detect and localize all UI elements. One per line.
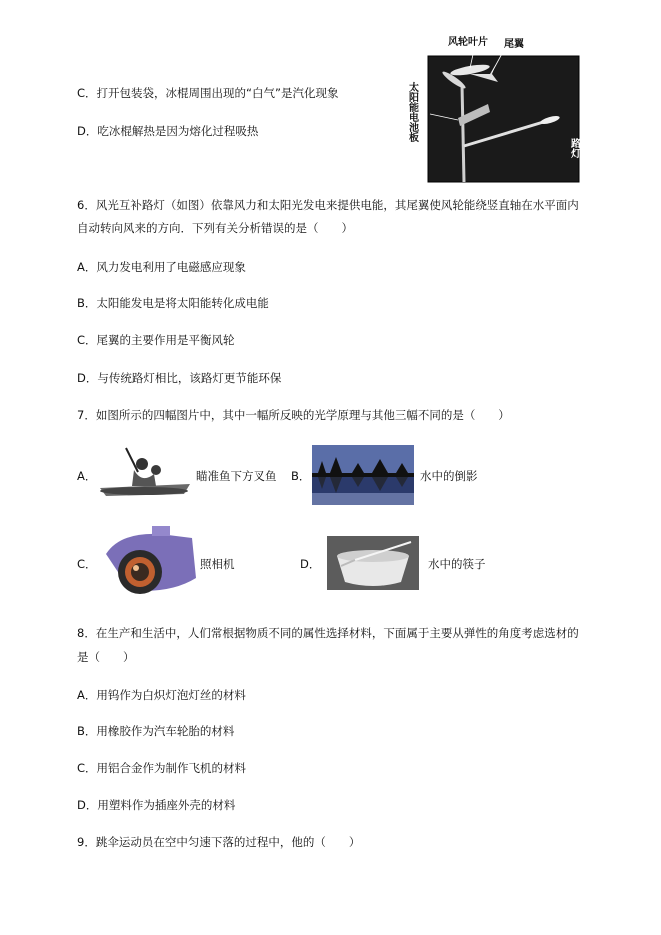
q6-option-a: A．风力发电利用了电磁感应现象	[77, 260, 246, 274]
q7-stem: 7．如图所示的四幅图片中，其中一幅所反映的光学原理与其他三幅不同的是（ ）	[77, 408, 510, 422]
label-street-lamp: 路灯	[568, 138, 580, 158]
q7-option-c-letter: C．	[77, 557, 97, 571]
label-tail: 尾翼	[504, 39, 524, 50]
wind-solar-lamp-illustration	[400, 34, 582, 184]
q8-option-a: A．用钨作为白炽灯泡灯丝的材料	[77, 688, 246, 702]
q6-option-c: C．尾翼的主要作用是平衡风轮	[77, 333, 235, 347]
q8-stem-line2: 是（ ）	[77, 650, 135, 664]
water-reflection-image	[312, 445, 414, 505]
q7-option-b-text: 水中的倒影	[420, 469, 478, 483]
q7-option-c-text: 照相机	[200, 557, 235, 571]
label-wind-blade: 风轮叶片	[448, 37, 488, 48]
fishing-spear-image	[98, 444, 192, 500]
label-solar-panel: 太阳能电池板	[406, 82, 418, 142]
q8-option-d: D．用塑料作为插座外壳的材料	[77, 798, 236, 812]
q9-stem: 9．跳伞运动员在空中匀速下落的过程中，他的（ ）	[77, 835, 361, 849]
q7-option-a-text: 瞄准鱼下方叉鱼	[196, 469, 277, 483]
q5-option-c: C．打开包装袋，冰棍周围出现的“白气”是汽化现象	[77, 86, 339, 100]
q6-option-d: D．与传统路灯相比，该路灯更节能环保	[77, 371, 282, 385]
q6-stem-line2: 自动转向风来的方向．下列有关分析错误的是（ ）	[77, 221, 353, 235]
q7-option-d-text: 水中的筷子	[428, 557, 486, 571]
q5-option-d: D．吃冰棍解热是因为熔化过程吸热	[77, 124, 259, 138]
q7-option-b-letter: B．	[291, 469, 311, 483]
q6-stem-line1: 6．风光互补路灯（如图）依靠风力和太阳光发电来提供电能，其尾翼使风轮能绕竖直轴在水平面内	[77, 198, 579, 212]
camera-image	[100, 524, 202, 598]
q6-option-b: B．太阳能发电是将太阳能转化成电能	[77, 296, 269, 310]
q8-option-c: C．用铝合金作为制作飞机的材料	[77, 761, 247, 775]
q7-option-d-letter: D．	[300, 557, 321, 571]
wind-solar-lamp-figure	[400, 34, 582, 184]
q7-option-a-letter: A．	[77, 469, 97, 483]
q8-stem-line1: 8．在生产和生活中，人们常根据物质不同的属性选择材料，下面属于主要从弹性的角度考虑选材的	[77, 626, 579, 640]
q8-option-b: B．用橡胶作为汽车轮胎的材料	[77, 724, 235, 738]
chopstick-in-water-image	[327, 536, 419, 590]
